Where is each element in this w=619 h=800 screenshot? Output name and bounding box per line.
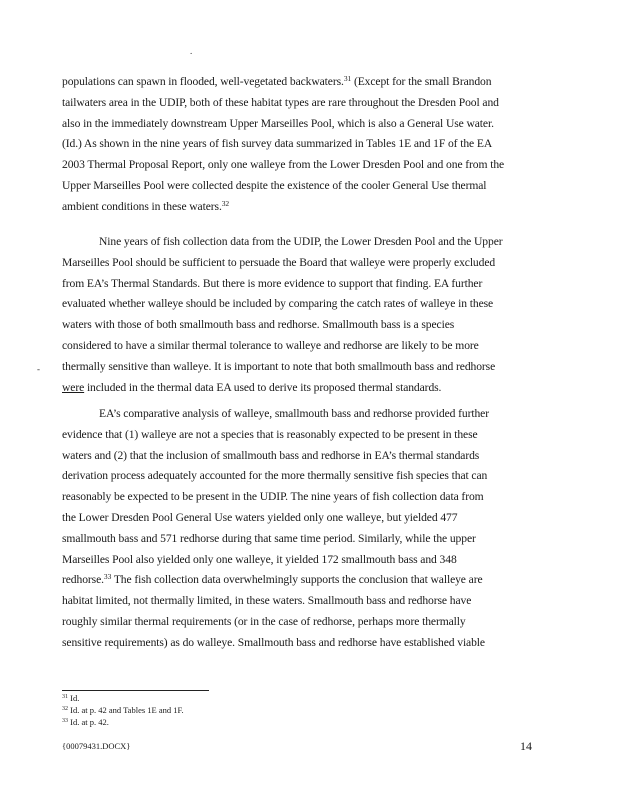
paragraph-3 xyxy=(62,404,562,654)
text-line: tailwaters area in the UDIP, both of these habitat types are rare throughout the Dresden Pool and xyxy=(62,95,499,109)
text-line: smallmouth bass and 571 redhorse during that same time period. Similarly, while the upper xyxy=(62,531,476,545)
footnote-ref-33: 33 xyxy=(103,572,112,582)
stray-mark-top: . xyxy=(190,46,193,56)
text-line: Marseilles Pool also yielded only one walleye, it yielded 172 smallmouth bass and 348 xyxy=(62,552,457,566)
text-line: waters with those of both smallmouth bass and redhorse. Smallmouth bass is a species xyxy=(62,318,455,332)
footnote-32: $^{32}$ Id. at p. 42 and Tables 1E and 1F. xyxy=(62,705,184,715)
footnote-33: $^{33}$ Id. at p. 42. xyxy=(62,717,109,727)
text-line: derivation process adequately accounted for the more thermally sensitive fish species that can xyxy=(62,469,488,483)
paragraph-1 xyxy=(62,72,562,218)
text-line: sensitive requirements) as do walleye. Smallmouth bass and redhorse have established viable xyxy=(62,635,485,649)
text-line: Nine years of fish collection data from the UDIP, the Lower Dresden Pool and the Upper xyxy=(99,235,503,248)
text-line: habitat limited, not thermally limited, in these waters. Smallmouth bass and redhorse have xyxy=(62,594,472,608)
footnote-ref-32: 32 xyxy=(221,198,230,208)
text-line: roughly similar thermal requirements (or in the case of redhorse, perhaps more thermally xyxy=(62,614,466,628)
paragraph-2 xyxy=(62,232,562,398)
text-line: also in the immediately downstream Upper Marseilles Pool, which is also a General Use water. xyxy=(62,116,494,130)
page-number: 14 xyxy=(520,739,532,753)
text-line: evidence that (1) walleye are not a species that is reasonably expected to be present in these xyxy=(62,427,478,441)
text-line: redhorse.$^{33}$ The fish collection data overwhelmingly supports the conclusion that walleye are xyxy=(62,572,483,587)
text-line: EA’s comparative analysis of walleye, smallmouth bass and redhorse provided further xyxy=(99,407,489,420)
footnote-ref-31: 31 xyxy=(343,74,352,83)
document-id: {00079431.DOCX} xyxy=(62,741,131,751)
text-line: Upper Marseilles Pool were collected despite the existence of the cooler General Use thermal xyxy=(62,178,487,192)
text-line: reasonably be expected to be present in the UDIP. The nine years of fish collection data from xyxy=(62,490,484,504)
text-line: evaluated whether walleye should be included by comparing the catch rates of walleye in these xyxy=(62,297,494,311)
text-line: ambient conditions in these waters.$^{32}$ xyxy=(62,198,230,213)
text-line: thermally sensitive than walleye. It is important to note that both smallmouth bass and redhorse xyxy=(62,359,496,373)
stray-mark-margin: - xyxy=(37,364,40,374)
text-line: 2003 Thermal Proposal Report, only one walleye from the Lower Dresden Pool and one from the xyxy=(62,158,505,172)
text-line: from EA’s Thermal Standards. But there is more evidence to support that finding. EA further xyxy=(62,276,483,290)
footnote-divider xyxy=(62,690,209,691)
underlined-word: were xyxy=(62,380,85,394)
text-line: waters and (2) that the inclusion of smallmouth bass and redhorse in EA’s thermal standards xyxy=(62,448,480,462)
text-line: were included in the thermal data EA used to derive its proposed thermal standards. xyxy=(62,380,442,394)
text-line: populations can spawn in flooded, well-vegetated backwaters.$^{31}$ (Except for the small Brandon xyxy=(62,74,492,88)
footnote-31: $^{31}$ Id. xyxy=(62,693,80,703)
text-line: the Lower Dresden Pool General Use waters yielded only one walleye, but yielded 477 xyxy=(62,510,458,524)
text-line: (Id.) As shown in the nine years of fish survey data summarized in Tables 1E and 1F of the EA xyxy=(62,137,493,151)
text-line: Marseilles Pool should be sufficient to persuade the Board that walleye were properly excluded xyxy=(62,255,496,269)
text-line: considered to have a similar thermal tolerance to walleye and redhorse are likely to be more xyxy=(62,338,479,352)
